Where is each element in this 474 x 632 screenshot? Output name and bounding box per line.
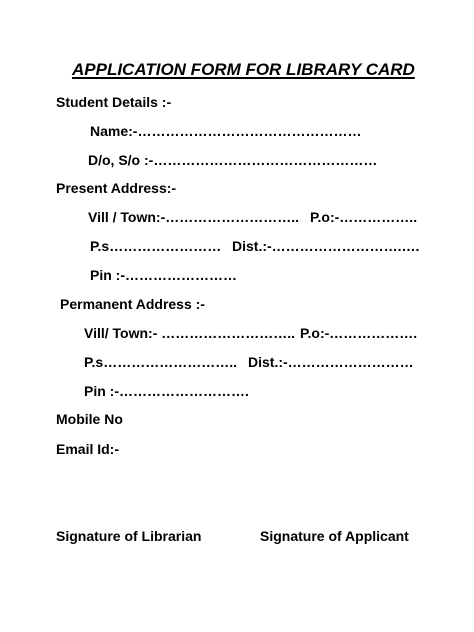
- mobile-label: Mobile No: [56, 411, 123, 427]
- present-dist-field: Dist.:-……………………….….: [232, 238, 420, 254]
- present-address-heading: Present Address:-: [56, 180, 177, 196]
- present-vill-town-field: Vill / Town:-………………………..: [88, 209, 300, 225]
- permanent-address-heading: Permanent Address :-: [60, 296, 205, 312]
- present-ps-field: P.s……………………: [90, 238, 222, 254]
- present-pin-field: Pin :-……………………: [90, 267, 237, 283]
- permanent-vill-town-field: Vill/ Town:- ………………………..: [84, 325, 296, 341]
- permanent-ps-field: P.s………………………..: [84, 354, 237, 370]
- permanent-dist-field: Dist.:-………………………: [248, 354, 414, 370]
- librarian-signature-label: Signature of Librarian: [56, 528, 202, 544]
- student-details-heading: Student Details :-: [56, 94, 172, 110]
- permanent-po-field: P.o:-……………….: [300, 325, 418, 341]
- applicant-signature-label: Signature of Applicant: [260, 528, 409, 544]
- name-field-line: Name:-…………………………………………: [90, 123, 362, 139]
- permanent-pin-field: Pin :-……………………….: [84, 383, 249, 399]
- email-label: Email Id:-: [56, 441, 120, 457]
- relation-field-line: D/o, S/o :-…………………………………………: [88, 152, 378, 168]
- present-po-field: P.o:-……………..: [310, 209, 418, 225]
- form-title: APPLICATION FORM FOR LIBRARY CARD: [72, 60, 415, 79]
